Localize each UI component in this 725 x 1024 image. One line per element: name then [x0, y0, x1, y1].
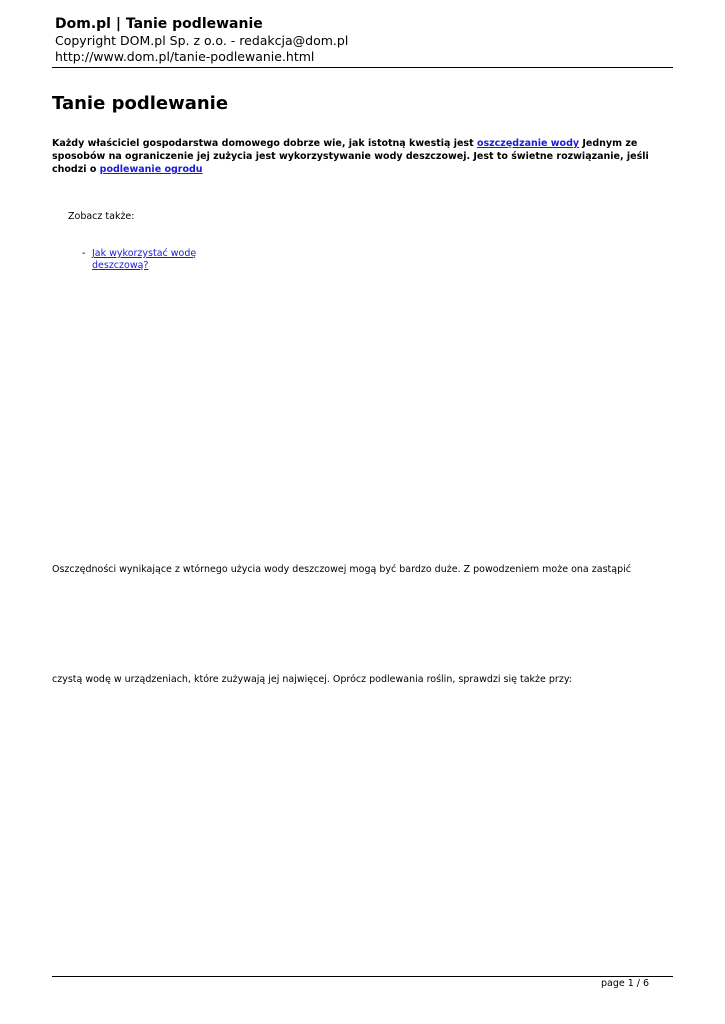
intro-text-2: Jednym ze sposobów na ograniczenie jej zużycia jest wykorzystywanie wody deszczowej. Jest to świetne rozwiązanie, jeśli chodzi o [52, 138, 649, 175]
see-also-label: Zobacz także: [68, 211, 135, 222]
list-item [82, 248, 232, 272]
garden-watering-link[interactable]: podlewanie ogrodu [99, 164, 203, 175]
page-number: page 1 / 6 [601, 978, 650, 989]
rainwater-usage-link[interactable]: Jak wykorzystać wodę deszczową? [92, 248, 197, 271]
intro-text-1: Każdy właściciel gospodarstwa domowego dobrze wie, jak istotną kwestią jest [52, 138, 477, 149]
body-paragraph-1: Oszczędności wynikające z wtórnego użycia wody deszczowej mogą być bardzo duże. Z powodzeniem może ona zastąpić [52, 564, 631, 575]
article-intro [52, 137, 672, 176]
water-saving-link[interactable]: oszczędzanie wody [476, 138, 580, 149]
body-paragraph-2: czystą wodę w urządzeniach, które zużywają jej najwięcej. Oprócz podlewania roślin, sprawdzi się także przy: [52, 674, 572, 685]
site-title: Dom.pl | Tanie podlewanie [55, 16, 263, 32]
source-url: http://www.dom.pl/tanie-podlewanie.html [55, 49, 315, 64]
header-divider [52, 67, 673, 68]
see-also-list [82, 248, 232, 272]
footer-divider [52, 976, 673, 977]
copyright-line: Copyright DOM.pl Sp. z o.o. - redakcja@dom.pl [55, 33, 349, 48]
list-dash: - [82, 248, 86, 259]
article-title: Tanie podlewanie [52, 93, 229, 114]
